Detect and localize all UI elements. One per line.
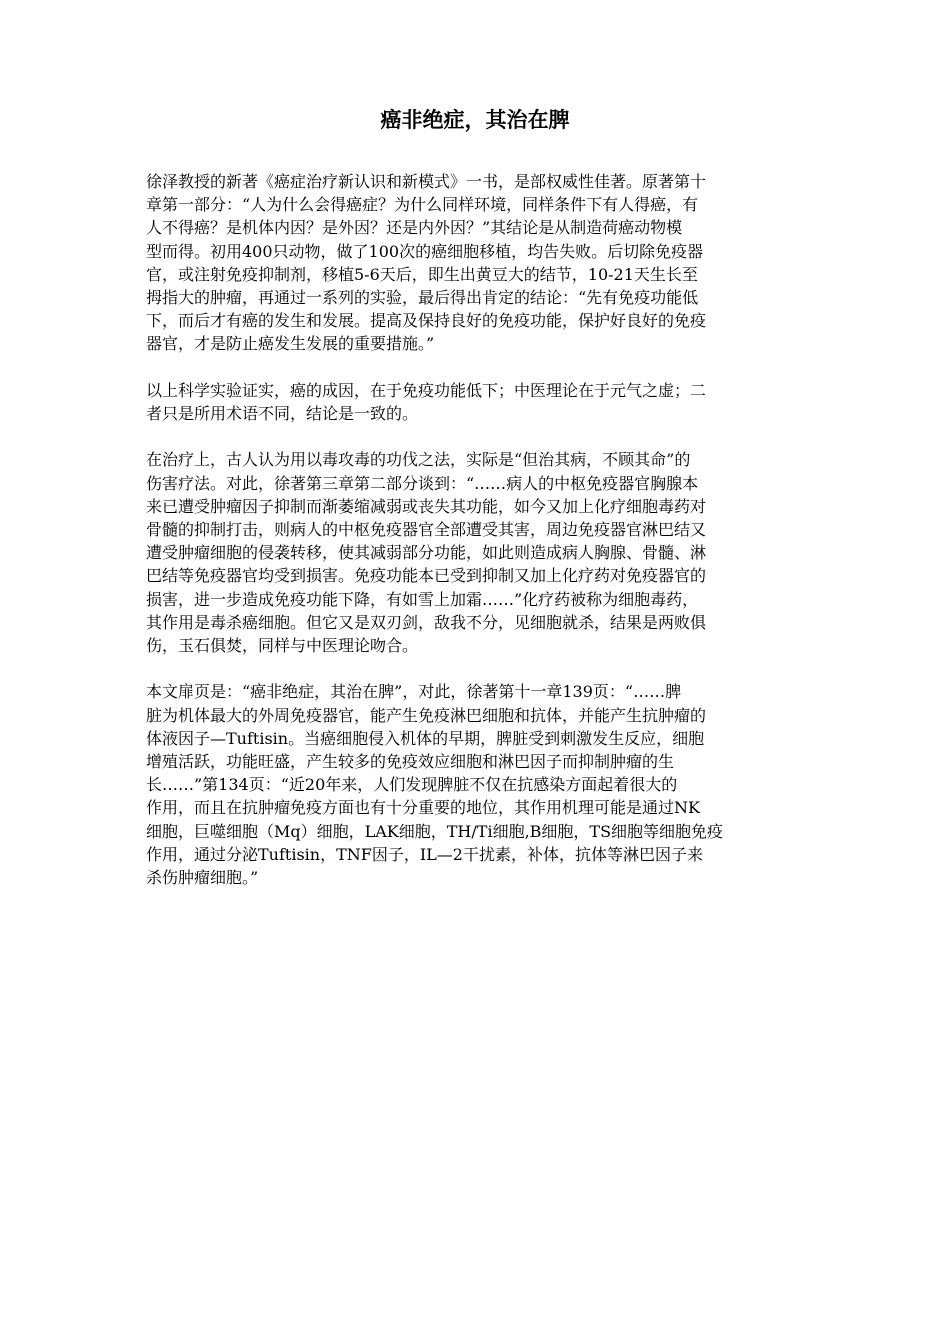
document-body	[146, 170, 808, 912]
paragraph-2: 以上科学实验证实，癌的成因，在于免疫功能低下；中医理论在于元气之虚；二 者只是所用术语不同，结论是一致的。	[146, 380, 707, 424]
document-title: 癌非绝症，其治在脾	[380, 108, 570, 132]
paragraph-3: 在治疗上，古人认为用以毒攻毒的功伐之法，实际是“但治其病，不顾其命”的 伤害疗法。对此，徐著第三章第二部分谈到：“……病人的中枢免疫器官胸腺本 来已遭受肿瘤因子抑制而渐萎缩减弱或丧失其功能，如今又加上化疗细胞毒药对 骨髓的抑制打击，则病人的中枢免疫器官全部遭受其害，周边免疫器官淋巴结又 遭受肿瘤细胞的侵袭转移，使其减弱部分功能，如此则造成病人胸腺、骨髓、淋 巴结等免疫器官均受到损害。免疫功能本已受到抑制又加上化疗药对免疫器官的 损害，进一步造成免疫功能下降，有如雪上加霜……”化疗药被称为细胞毒药， 其作用是毒杀癌细胞。但它又是双刃剑，敌我不分，见细胞就杀，结果是两败俱 伤，玉石俱焚，同样与中医理论吻合。	[146, 450, 707, 656]
paragraph-4: 本文扉页是：“癌非绝症，其治在脾”，对此，徐著第十一章139页：“……脾 脏为机体最大的外周免疫器官，能产生免疫淋巴细胞和抗体，并能产生抗肿瘤的 体液因子—Tuftisin。当癌细胞侵入机体的早期，脾脏受到刺激发生反应，细胞 增殖活跃，功能旺盛，产生较多的免疫效应细胞和淋巴因子而抑制肿瘤的生 长……”第134页：“近20年来，人们发现脾脏不仅在抗感染方面起着很大的 作用，而且在抗肿瘤免疫方面也有十分重要的地位，其作用机理可能是通过NK 细胞，巨噬细胞（Mq）细胞，LAK细胞，TH/Ti细胞,B细胞，TS细胞等细胞免疫 作用，通过分泌Tuftisin，TNF因子，IL—2干扰素，补体，抗体等淋巴因子来 杀伤肿瘤细胞。”	[146, 682, 724, 888]
paragraph-1: 徐泽教授的新著《癌症治疗新认识和新模式》一书，是部权威性佳著。原著第十 章第一部分：“人为什么会得癌症？为什么同样环境，同样条件下有人得癌，有 人不得癌？是机体内因？是外因？还是内外因？”其结论是从制造荷癌动物模 型而得。初用400只动物，做了100次的癌细胞移植，均告失败。后切除免疫器 官，或注射免疫抑制剂，移植5-6天后，即生出黄豆大的结节，10-21天生长至 拇指大的肿瘤，再通过一系列的实验，最后得出肯定的结论：“先有免疫功能低 下，而后才有癌的发生和发展。提高及保持良好的免疫功能，保护好良好的免疫 器官，才是防止癌发生发展的重要措施。”	[146, 172, 707, 354]
